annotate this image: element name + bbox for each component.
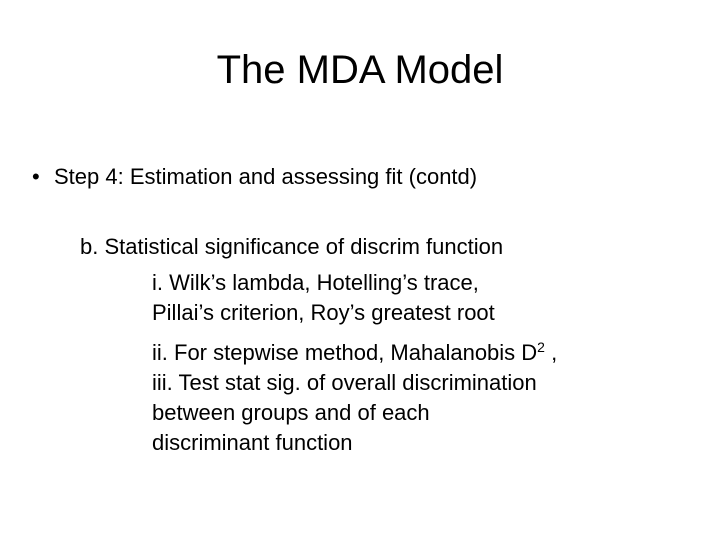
sub-item: b. Statistical significance of discrim function — [80, 234, 504, 259]
bullet-text: Step 4: Estimation and assessing fit (contd) — [54, 164, 478, 189]
detail-line-3 — [152, 338, 557, 368]
detail-line-1: i. Wilk’s lambda, Hotelling’s trace, — [152, 270, 479, 295]
detail-line-5: between groups and of each — [152, 400, 430, 425]
detail-line-3-tail: , — [544, 340, 558, 365]
detail-line-6: discriminant function — [152, 430, 353, 455]
detail-line-4: iii. Test stat sig. of overall discrimination — [152, 370, 537, 395]
bullet-symbol: • — [32, 164, 40, 189]
slide-title: The MDA Model — [216, 48, 504, 92]
bullet-item — [32, 162, 477, 192]
superscript-2: 2 — [537, 339, 545, 355]
detail-line-3-text: ii. For stepwise method, Mahalanobis D — [152, 340, 538, 365]
detail-line-2: Pillai’s criterion, Roy’s greatest root — [152, 300, 495, 325]
